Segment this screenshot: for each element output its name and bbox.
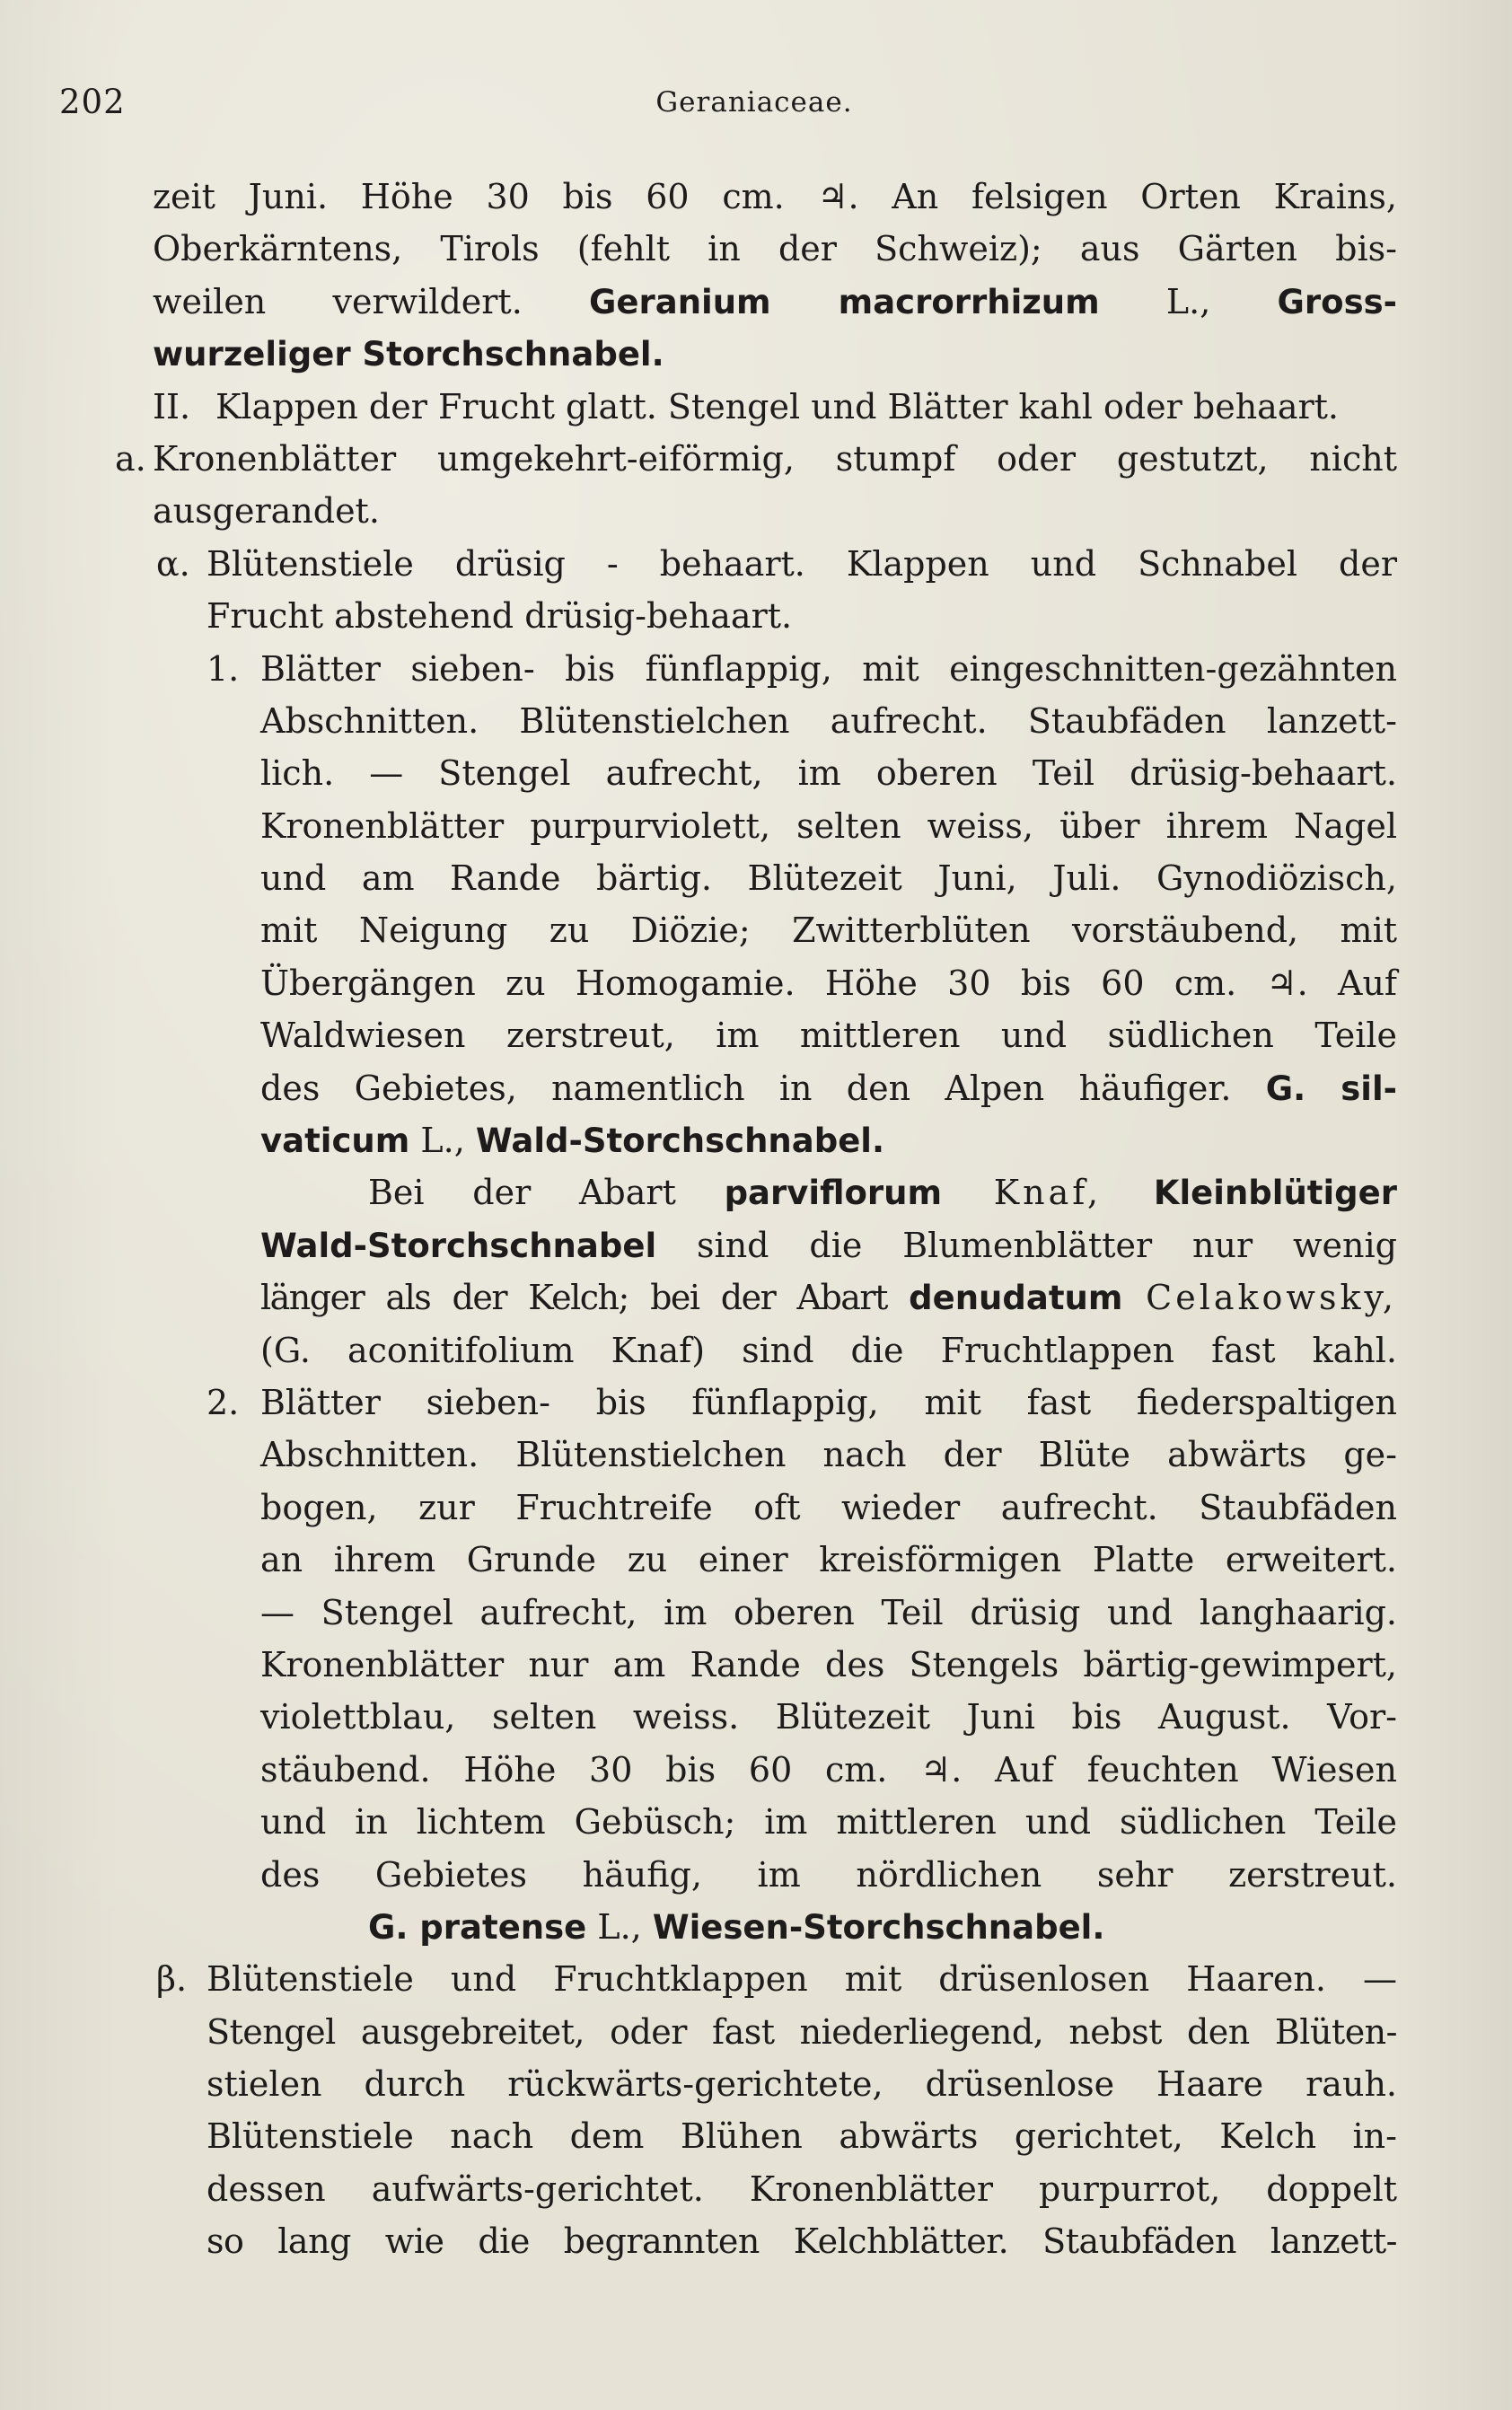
- common-name-bold: Wiesen-Storchschnabel.: [652, 1907, 1105, 1947]
- text-segment: des Gebietes häufig, im nördlichen sehr zerstreut.: [260, 1854, 1397, 1895]
- text-segment: Kronenblätter umgekehrt-eiförmig, stumpf oder gestutzt, nicht: [153, 438, 1397, 479]
- text-line: [153, 904, 1397, 956]
- species-name-bold: Geranium macrorrhizum: [589, 282, 1100, 321]
- author-name: Knaf,: [942, 1173, 1154, 1213]
- text-segment: Stengel ausgebreitet, oder fast niederliegend, nebst den Blüten-: [207, 2011, 1397, 2052]
- text-segment: Oberkärntens, Tirols (fehlt in der Schweiz); aus Gärten bis-: [153, 229, 1397, 269]
- text-line: [153, 1901, 1397, 1953]
- text-segment: Blätter sieben- bis fünflappig, mit eingeschnitten-gezähnten: [260, 648, 1397, 689]
- text-segment: — Stengel aufrecht, im oberen Teil drüsig und langhaarig.: [260, 1592, 1397, 1632]
- text-segment: stäubend. Höhe 30 bis 60 cm. ♃. Auf feuchten Wiesen: [260, 1749, 1397, 1790]
- text-line: [153, 1587, 1397, 1639]
- species-name-bold: G. sil-: [1265, 1069, 1397, 1108]
- text-line: [153, 276, 1397, 328]
- text-line: [153, 223, 1397, 275]
- text-segment: (G. aconitifolium Knaf) sind die Fruchtlappen fast kahl.: [260, 1330, 1397, 1370]
- common-name-bold: Gross-: [1277, 282, 1397, 321]
- text-line: [153, 1166, 1397, 1218]
- text-line: [153, 800, 1397, 852]
- text-line: [153, 695, 1397, 747]
- text-line: [153, 1009, 1397, 1061]
- key-marker: 1.: [207, 648, 240, 689]
- text-line: [153, 1324, 1397, 1377]
- key-line-a: [115, 433, 1397, 485]
- text-line: [153, 747, 1397, 799]
- text-segment: Frucht abstehend drüsig-behaart.: [207, 596, 793, 637]
- text-segment: ausgerandet.: [153, 491, 380, 532]
- text-line: [153, 171, 1397, 223]
- text-line: [153, 1482, 1397, 1534]
- key-marker: α.: [156, 543, 190, 584]
- text-segment: zeit Juni. Höhe 30 bis 60 cm. ♃. An felsigen Orten Krains,: [153, 177, 1397, 216]
- text-segment: Abschnitten. Blütenstielchen aufrecht. Staubfäden lanzett-: [260, 700, 1397, 741]
- text-line: [153, 1691, 1397, 1743]
- text-segment: Waldwiesen zerstreut, im mittleren und südlichen Teile: [260, 1016, 1397, 1056]
- author-name: Celakowsky,: [1146, 1278, 1397, 1318]
- text-line: [153, 485, 1397, 537]
- key-line-beta: [153, 1953, 1397, 2005]
- text-segment: Blätter sieben- bis fünflappig, mit fast fiederspaltigen: [260, 1382, 1397, 1422]
- text-line: [153, 1796, 1397, 1848]
- text-line: [153, 1062, 1397, 1114]
- common-name-bold: Wald-Storchschnabel.: [475, 1121, 885, 1161]
- text-segment: so lang wie die begrannten Kelchblätter. Staubfäden lanzett-: [207, 2221, 1397, 2262]
- text-line: [153, 328, 1397, 380]
- text-segment: Klappen der Frucht glatt. Stengel und Blätter kahl oder behaart.: [215, 386, 1339, 427]
- text-segment: Übergängen zu Homogamie. Höhe 30 bis 60 cm. ♃. Auf: [260, 963, 1397, 1003]
- text-line: [153, 852, 1397, 904]
- text-line: [153, 1114, 1397, 1166]
- text-line: [153, 2006, 1397, 2058]
- text-segment: mit Neigung zu Diözie; Zwitterblüten vorstäubend, mit: [260, 910, 1397, 951]
- text-segment: und am Rande bärtig. Blütezeit Juni, Juli. Gynodiözisch,: [260, 858, 1397, 899]
- species-name-bold: G. pratense: [368, 1907, 587, 1947]
- text-segment: bogen, zur Fruchtreife oft wieder aufrecht. Staubfäden: [260, 1487, 1397, 1527]
- key-line-II: [153, 381, 1397, 433]
- text-line: [153, 2163, 1397, 2215]
- text-segment: Kronenblätter purpurviolett, selten weiss, über ihrem Nagel: [260, 805, 1397, 846]
- text-line: [153, 1429, 1397, 1481]
- text-line: [153, 590, 1397, 642]
- text-segment: Blütenstiele nach dem Blühen abwärts gerichtet, Kelch in-: [207, 2116, 1397, 2157]
- text-segment: länger als der Kelch; bei der Abart: [260, 1278, 910, 1318]
- variety-name-bold: parviflorum: [724, 1174, 943, 1213]
- text-line: [153, 1744, 1397, 1796]
- text-line: [153, 1219, 1397, 1271]
- text-segment: dessen aufwärts-gerichtet. Kronenblätter purpurrot, doppelt: [207, 2168, 1397, 2209]
- text-line: [153, 957, 1397, 1009]
- species-name-bold: vaticum: [260, 1121, 410, 1161]
- text-segment: Blütenstiele und Fruchtklappen mit drüsenlosen Haaren. —: [207, 1959, 1397, 2000]
- text-segment: L.,: [586, 1906, 653, 1947]
- common-name-bold: Wald-Storchschnabel: [260, 1226, 657, 1265]
- text-segment: und in lichtem Gebüsch; im mittleren und südlichen Teile: [260, 1802, 1397, 1843]
- text-line: [153, 1534, 1397, 1586]
- text-segment: L.,: [1099, 281, 1278, 321]
- text-line: [153, 2215, 1397, 2267]
- text-segment: sind die Blumenblätter nur wenig: [656, 1225, 1397, 1265]
- text-segment: L.,: [409, 1121, 476, 1161]
- text-segment: an ihrem Grunde zu einer kreisförmigen Platte erweitert.: [260, 1540, 1397, 1580]
- key-marker: β.: [156, 1959, 188, 2000]
- common-name-bold: Kleinblütiger: [1153, 1174, 1397, 1213]
- text-segment: lich. — Stengel aufrecht, im oberen Teil drüsig-behaart.: [260, 753, 1397, 794]
- key-marker: 2.: [207, 1382, 240, 1422]
- page-header: [59, 83, 1449, 128]
- common-name-bold: wurzeliger Storchschnabel.: [153, 335, 664, 374]
- text-line: [153, 1849, 1397, 1901]
- text-segment: stielen durch rückwärts-gerichtete, drüsenlose Haare rauh.: [207, 2064, 1397, 2105]
- text-segment: Bei der Abart: [368, 1173, 725, 1213]
- key-line-2: [153, 1377, 1397, 1429]
- text-line: [153, 2110, 1397, 2162]
- variety-name-bold: denudatum: [909, 1279, 1123, 1318]
- text-line: [153, 2058, 1397, 2110]
- text-segment: Abschnitten. Blütenstielchen nach der Blüte abwärts ge-: [260, 1435, 1397, 1475]
- page-body: [115, 171, 1397, 2268]
- running-head: Geraniaceae.: [655, 86, 853, 119]
- key-line-alpha: [153, 538, 1397, 590]
- key-marker: II.: [153, 386, 191, 427]
- text-line: [153, 1271, 1397, 1324]
- page-number: 202: [59, 83, 126, 121]
- text-segment: violettblau, selten weiss. Blütezeit Juni bis August. Vor-: [260, 1697, 1397, 1737]
- text-segment: weilen verwildert.: [153, 281, 590, 321]
- text-segment: Blütenstiele drüsig - behaart. Klappen und Schnabel der: [207, 543, 1397, 584]
- text-line: [153, 1639, 1397, 1691]
- text-segment: des Gebietes, namentlich in den Alpen häufiger.: [260, 1068, 1266, 1108]
- text-segment: Kronenblätter nur am Rande des Stengels bärtig-gewimpert,: [260, 1644, 1397, 1684]
- key-line-1: [153, 643, 1397, 695]
- text-segment: [1122, 1278, 1146, 1317]
- key-marker: a.: [115, 438, 146, 479]
